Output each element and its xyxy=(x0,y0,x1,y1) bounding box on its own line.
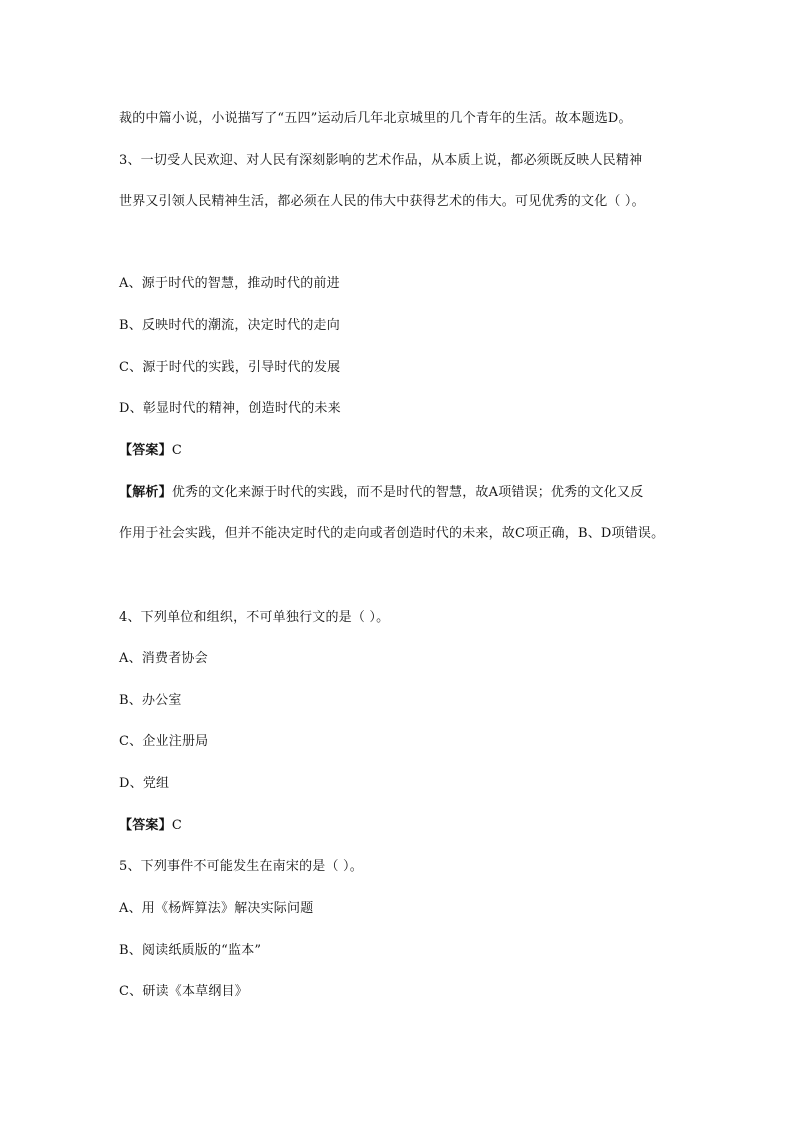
q4-answer xyxy=(119,818,182,834)
q4-option-a: A、消费者协会 xyxy=(119,651,208,666)
text-line-continuation: 裁的中篇小说，小说描写了“五四”运动后几年北京城里的几个青年的生活。故本题选D。 xyxy=(119,111,632,126)
q5-option-b: B、阅读纸质版的“监本” xyxy=(119,943,262,958)
q3-answer xyxy=(119,443,182,459)
analysis-text: 优秀的文化来源于时代的实践，而不是时代的智慧，故A项错误；优秀的文化又反 xyxy=(171,485,644,500)
q4-option-c: C、企业注册局 xyxy=(119,734,209,749)
question-5: 5、下列事件不可能发生在南宋的是（ ）。 xyxy=(119,859,363,874)
question-4: 4、下列单位和组织，不可单独行文的是（ ）。 xyxy=(119,610,390,625)
q3-option-d: D、彰显时代的精神，创造时代的未来 xyxy=(119,401,341,416)
q5-option-a: A、用《杨辉算法》解决实际问题 xyxy=(119,901,314,916)
q3-option-a: A、源于时代的智慧，推动时代的前进 xyxy=(119,276,340,291)
question-3-line-1: 3、一切受人民欢迎、对人民有深刻影响的艺术作品，从本质上说，都必须既反映人民精神 xyxy=(119,153,643,168)
answer-value: C xyxy=(171,818,182,833)
q3-option-c: C、源于时代的实践，引导时代的发展 xyxy=(119,360,341,375)
question-3-line-2: 世界又引领人民精神生活，都必须在人民的伟大中获得艺术的伟大。可见优秀的文化（ ）。 xyxy=(119,194,645,209)
q5-option-c: C、研读《本草纲目》 xyxy=(119,984,248,999)
q4-option-d: D、党组 xyxy=(119,776,170,791)
answer-label: 【答案】 xyxy=(119,818,172,833)
answer-label: 【答案】 xyxy=(119,443,172,458)
q4-option-b: B、办公室 xyxy=(119,693,182,708)
q3-analysis-line-1 xyxy=(119,485,643,501)
q3-analysis-line-2: 作用于社会实践，但并不能决定时代的走向或者创造时代的未来，故C项正确，B、D项错误。 xyxy=(119,526,665,541)
q3-option-b: B、反映时代的潮流，决定时代的走向 xyxy=(119,318,340,333)
answer-value: C xyxy=(171,443,182,458)
analysis-label: 【解析】 xyxy=(119,485,172,500)
